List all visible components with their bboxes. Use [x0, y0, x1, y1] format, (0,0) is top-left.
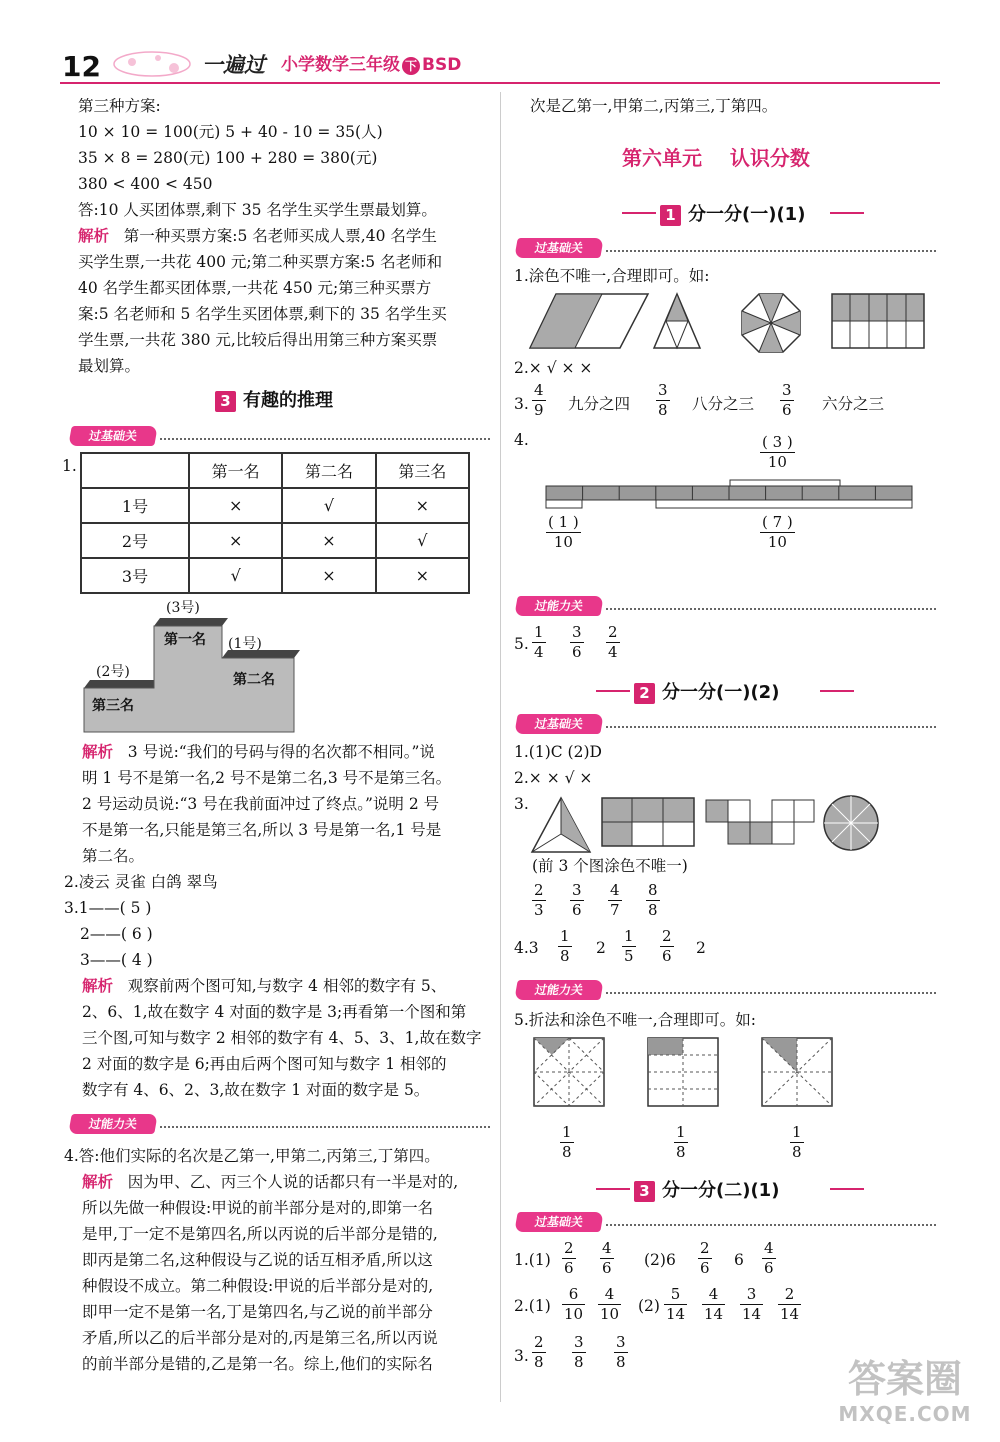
numerator: 2: [700, 1239, 710, 1257]
numerator: 3: [616, 1333, 626, 1351]
denominator: 7: [610, 901, 620, 919]
table-row: [81, 488, 469, 523]
badge-ability: 过能力关: [514, 596, 604, 616]
table-cell: ×: [189, 523, 282, 558]
table-cell: ×: [282, 523, 375, 558]
podium-third-tag: (2号): [96, 664, 130, 680]
fraction: [598, 1286, 621, 1323]
table-row: [81, 558, 469, 593]
circle-sections-shape: [822, 794, 880, 852]
page-header: [0, 0, 1000, 86]
analysis-block: [82, 742, 435, 762]
section-title: [215, 386, 333, 412]
numerator: 1: [534, 623, 544, 641]
fraction: [570, 882, 584, 919]
answer-line: 5.折法和涂色不唯一,合理即可。如:: [514, 1011, 756, 1029]
analysis-line: 数字有 4、6、2、3,故在数字 1 对面的数字是 5。: [82, 1081, 430, 1099]
numerator: 8: [648, 881, 658, 899]
note-line: (前 3 个图涂色不唯一): [532, 857, 688, 875]
numerator: 1: [792, 1123, 802, 1141]
analysis-line: 观察前两个图可知,与数字 4 相邻的数字有 5、: [127, 977, 447, 995]
section-title: [660, 200, 805, 226]
analysis-line: 是甲,丁一定不是第四名,所以丙说的后半部分是错的,: [82, 1225, 438, 1243]
fraction: [532, 382, 546, 419]
numerator: 5: [670, 1285, 681, 1303]
header-decoration-icon: [112, 48, 198, 80]
fraction: [608, 882, 622, 919]
numerator: 2: [534, 881, 544, 899]
table-cell: ×: [282, 558, 375, 593]
table-cell: ×: [376, 488, 469, 523]
analysis-line: 3 号说:“我们的号码与得的名次都不相同。”说: [127, 743, 435, 761]
text-line: 10 × 10 = 100(元) 5 + 40 - 10 = 35(人): [78, 123, 383, 141]
numerator: 1: [676, 1123, 686, 1141]
badge-basic: 过基础关: [514, 238, 604, 258]
text-line: 35 × 8 = 280(元) 100 + 280 = 380(元): [78, 149, 378, 167]
fraction-strip: [544, 472, 916, 514]
denominator: 14: [742, 1305, 762, 1323]
page-number: 12: [62, 50, 101, 83]
badge-basic: 过基础关: [68, 426, 158, 446]
analysis-line: 第二名。: [82, 847, 145, 865]
fraction: [570, 624, 584, 661]
section-title-text: 有趣的推理: [243, 390, 333, 411]
fraction: [664, 1286, 687, 1323]
analysis-block: [82, 1172, 458, 1192]
section-title-text: 分一分(二)(1): [662, 1180, 780, 1201]
fraction: [646, 882, 660, 919]
section-rule: [820, 690, 854, 692]
numerator: 2: [564, 1239, 574, 1257]
denominator: 14: [780, 1305, 800, 1323]
analysis-line: 的前半部分是错的,乙是第一名。综上,他们的实际名: [82, 1355, 433, 1373]
denominator: 8: [562, 1143, 572, 1161]
inference-table: [80, 452, 470, 594]
denominator: 8: [574, 1353, 584, 1371]
denominator: 9: [534, 401, 544, 419]
analysis-line: 买学生票,一共花 400 元;第二种买票方案:5 名老师和: [78, 253, 443, 271]
watermark: [815, 1356, 995, 1440]
fraction: [778, 1286, 801, 1323]
fraction: [558, 928, 572, 965]
podium-first-tag: (3号): [166, 600, 200, 616]
denominator: 6: [602, 1259, 612, 1277]
badge-basic: 过基础关: [514, 714, 604, 734]
denominator: 8: [676, 1143, 686, 1161]
analysis-line: 矛盾,所以乙的后半部分是对的,丙是第三名,所以丙说: [82, 1329, 438, 1347]
denominator: 10: [600, 1305, 620, 1323]
numerator: 4: [764, 1239, 774, 1257]
table-cell: ×: [189, 488, 282, 523]
table-header-cell: 第三名: [376, 453, 469, 488]
header-grade: 小学数学三年级: [281, 55, 400, 75]
numerator: 1: [560, 927, 570, 945]
podium-second-tag: (1号): [228, 636, 262, 652]
numerator: 3: [782, 381, 792, 399]
brand-logo: 一遍过: [202, 53, 265, 77]
fraction-words: 六分之三: [822, 395, 885, 413]
answer-number: 6: [734, 1251, 744, 1269]
fraction: [622, 928, 636, 965]
analysis-line: 2、6、1,故在数字 4 对面的数字是 3;再看第一个图和第: [82, 1003, 467, 1021]
fraction: [532, 624, 546, 661]
answer-line: 1.(1)C (2)D: [514, 743, 602, 761]
question-number: 1.: [62, 457, 77, 475]
denominator: 10: [564, 1305, 584, 1323]
answer-line: 2.凌云 灵雀 白鸽 翠鸟: [64, 873, 218, 891]
denominator: 6: [572, 901, 582, 919]
folded-square-grid: [646, 1036, 720, 1108]
numerator: 1: [624, 927, 634, 945]
octagon-shape: [740, 292, 802, 354]
table-cell: 1号: [81, 488, 189, 523]
table-cell: 3号: [81, 558, 189, 593]
numerator: 2: [784, 1285, 795, 1303]
denominator: 10: [553, 533, 573, 551]
fraction: [606, 624, 620, 661]
table-cell: √: [189, 558, 282, 593]
text-line: 答:10 人买团体票,剩下 35 名学生买学生票最划算。: [78, 201, 437, 219]
section-number: 3: [634, 1181, 655, 1202]
badge-ability: 过能力关: [514, 980, 604, 1000]
column-divider: [500, 92, 501, 1402]
table-header-cell: 第二名: [282, 453, 375, 488]
answer-line: 4.3: [514, 939, 539, 957]
fraction: [780, 382, 794, 419]
numerator: 4: [708, 1285, 719, 1303]
denominator: 6: [564, 1259, 574, 1277]
fraction: [698, 1240, 712, 1277]
analysis-line: 案:5 名老师和 5 名学生买团体票,剩下的 35 名学生买: [78, 305, 447, 323]
denominator: 10: [767, 453, 787, 471]
answer-number: 2: [596, 939, 606, 957]
denominator: 8: [560, 947, 570, 965]
text-line: 第三种方案:: [78, 97, 161, 115]
numerator: ( 7 ): [762, 513, 793, 531]
analysis-line: 2 号运动员说:“3 号在我前面冲过了终点。”说明 2 号: [82, 795, 440, 813]
badge-dotted-rule: [606, 726, 936, 728]
fraction: [674, 1124, 688, 1161]
fraction: [740, 1286, 763, 1323]
answer-line: 1.涂色不唯一,合理即可。如:: [514, 267, 710, 285]
badge-dotted-rule: [606, 608, 936, 610]
analysis-label: 解析: [82, 977, 114, 995]
numerator: 2: [534, 1333, 544, 1351]
numerator: 2: [608, 623, 618, 641]
section-title-text: 分一分(一)(2): [662, 682, 780, 703]
numerator: 4: [610, 881, 620, 899]
numerator: 3: [572, 623, 582, 641]
question-number: 3.: [514, 395, 529, 413]
numerator: 4: [604, 1285, 615, 1303]
numerator: 4: [534, 381, 544, 399]
fraction: [562, 1240, 576, 1277]
question-number: 5.: [514, 635, 529, 653]
answer-label: 2.(1): [514, 1297, 551, 1315]
grid-3x2-shape: [600, 796, 696, 848]
answer-line: 3——( 4 ): [80, 951, 153, 969]
triangle-shape: [652, 292, 702, 350]
strip-label-right: [760, 514, 795, 551]
numerator: 3: [574, 1333, 584, 1351]
answer-line: 2——( 6 ): [80, 925, 153, 943]
fraction: [660, 928, 674, 965]
denominator: 3: [534, 901, 544, 919]
section-title: [634, 678, 779, 704]
unit-title: 第六单元 认识分数: [622, 146, 810, 170]
table-cell: √: [376, 523, 469, 558]
section-rule: [830, 1188, 864, 1190]
fraction: [532, 882, 546, 919]
numerator: 2: [662, 927, 672, 945]
analysis-line: 种假设不成立。第二种假设:甲说的后半部分是对的,: [82, 1277, 434, 1295]
analysis-block: [82, 976, 446, 996]
analysis-line: 最划算。: [78, 357, 141, 375]
denominator: 10: [767, 533, 787, 551]
answer-label: (2)6: [644, 1251, 676, 1269]
analysis-line: 不是第一名,只能是第三名,所以 3 号是第一名,1 号是: [82, 821, 442, 839]
badge-dotted-rule: [160, 1126, 490, 1128]
denominator: 5: [624, 947, 634, 965]
triangle-sections-shape: [530, 796, 592, 854]
section-title-text: 分一分(一)(1): [688, 204, 806, 225]
section-rule: [596, 690, 630, 692]
denominator: 8: [792, 1143, 802, 1161]
fraction: [562, 1286, 585, 1323]
badge-dotted-rule: [606, 1224, 936, 1226]
numerator: 3: [658, 381, 668, 399]
denominator: 8: [658, 401, 668, 419]
badge-dotted-rule: [606, 992, 936, 994]
analysis-line: 即丙是第二名,这种假设与乙说的话互相矛盾,所以这: [82, 1251, 433, 1269]
numerator: ( 1 ): [548, 513, 579, 531]
denominator: 6: [782, 401, 792, 419]
analysis-label: 解析: [78, 227, 110, 245]
table-cell: √: [282, 488, 375, 523]
header-rule: [60, 82, 940, 84]
denominator: 8: [648, 901, 658, 919]
numerator: 3: [572, 881, 582, 899]
section-rule: [830, 212, 864, 214]
fraction: [572, 1334, 586, 1371]
text-line: 380 < 400 < 450: [78, 175, 213, 193]
analysis-line: 学生票,一共花 380 元,比较后得出用第三种方案买票: [78, 331, 438, 349]
answer-line: 2.× √ × ×: [514, 359, 593, 377]
podium-diagram: [78, 596, 308, 736]
table-header-cell: [81, 453, 189, 488]
denominator: 6: [572, 643, 582, 661]
analysis-label: 解析: [82, 1173, 114, 1191]
section-rule: [596, 1188, 630, 1190]
text-line: 次是乙第一,甲第二,丙第三,丁第四。: [530, 97, 778, 115]
denominator: 4: [608, 643, 618, 661]
denominator: 8: [616, 1353, 626, 1371]
table-cell: 2号: [81, 523, 189, 558]
podium-first-label: 第一名: [164, 632, 206, 648]
step-blocks-shape: [704, 798, 816, 850]
analysis-line: 三个图,可知与数字 2 相邻的数字有 4、5、3、1,故在数字: [82, 1029, 482, 1047]
analysis-line: 即甲一定不是第一名,丁是第四名,与乙说的前半部分: [82, 1303, 433, 1321]
fraction: [614, 1334, 628, 1371]
section-title: [634, 1176, 779, 1202]
analysis-label: 解析: [82, 743, 114, 761]
section-number: 2: [634, 683, 655, 704]
fraction: [656, 382, 670, 419]
answer-number: 2: [696, 939, 706, 957]
fraction: [702, 1286, 725, 1323]
watermark-text: 答案圈: [847, 1357, 962, 1401]
numerator: ( 3 ): [762, 433, 793, 451]
analysis-block: [78, 226, 437, 246]
analysis-line: 明 1 号不是第一名,2 号不是第二名,3 号不是第三名。: [82, 769, 452, 787]
header-edition: BSD: [422, 55, 462, 75]
answer-line: 2.× × √ ×: [514, 769, 593, 787]
fraction-words: 九分之四: [568, 395, 631, 413]
answer-line: 4.答:他们实际的名次是乙第一,甲第二,丙第三,丁第四。: [64, 1147, 440, 1165]
table-row: [81, 523, 469, 558]
question-number: 3.: [514, 1347, 529, 1365]
answer-label: (2): [638, 1297, 660, 1315]
fraction: [532, 1334, 546, 1371]
table-header-cell: 第一名: [189, 453, 282, 488]
fraction-words: 八分之三: [692, 395, 755, 413]
question-number: 3.: [514, 795, 529, 813]
denominator: 8: [534, 1353, 544, 1371]
analysis-line: 所以先做一种假设:甲说的前半部分是对的,即第一名: [82, 1199, 434, 1217]
section-number: 3: [215, 391, 236, 412]
analysis-line: 第一种买票方案:5 名老师买成人票,40 名学生: [123, 227, 437, 245]
numerator: 1: [562, 1123, 572, 1141]
fraction: [762, 1240, 776, 1277]
answer-label: 1.(1): [514, 1251, 551, 1269]
folded-square-star: [760, 1036, 834, 1108]
folded-square-diagonals: [532, 1036, 606, 1108]
numerator: 6: [568, 1285, 579, 1303]
watermark-url: MXQE.COM: [838, 1402, 972, 1426]
denominator: 6: [662, 947, 672, 965]
numerator: 3: [746, 1285, 757, 1303]
analysis-line: 因为甲、乙、丙三个人说的话都只有一半是对的,: [127, 1173, 459, 1191]
podium-third-label: 第三名: [92, 698, 134, 714]
denominator: 14: [666, 1305, 686, 1323]
grid-rectangle-shape: [830, 292, 926, 350]
header-volume-badge: 下: [402, 57, 420, 75]
parallelogram-shape: [528, 292, 650, 350]
badge-dotted-rule: [606, 250, 936, 252]
answer-line: 3.1——( 5 ): [64, 899, 152, 917]
strip-label-left: [546, 514, 581, 551]
analysis-line: 2 对面的数字是 6;再由后两个图可知与数字 1 相邻的: [82, 1055, 447, 1073]
denominator: 4: [534, 643, 544, 661]
badge-dotted-rule: [160, 438, 490, 440]
denominator: 14: [704, 1305, 724, 1323]
question-number: 4.: [514, 431, 529, 449]
numerator: 4: [602, 1239, 612, 1257]
analysis-line: 40 名学生都买团体票,一共花 450 元;第三种买票方: [78, 279, 432, 297]
table-cell: ×: [376, 558, 469, 593]
section-rule: [622, 212, 656, 214]
section-number: 1: [660, 205, 681, 226]
fraction: [600, 1240, 614, 1277]
badge-basic: 过基础关: [514, 1212, 604, 1232]
header-subtitle: [281, 50, 461, 75]
strip-label-top: [760, 434, 795, 471]
podium-second-label: 第二名: [233, 672, 275, 688]
denominator: 6: [700, 1259, 710, 1277]
fraction: [560, 1124, 574, 1161]
fraction: [790, 1124, 804, 1161]
denominator: 6: [764, 1259, 774, 1277]
badge-ability: 过能力关: [68, 1114, 158, 1134]
table-header-row: [81, 453, 469, 488]
